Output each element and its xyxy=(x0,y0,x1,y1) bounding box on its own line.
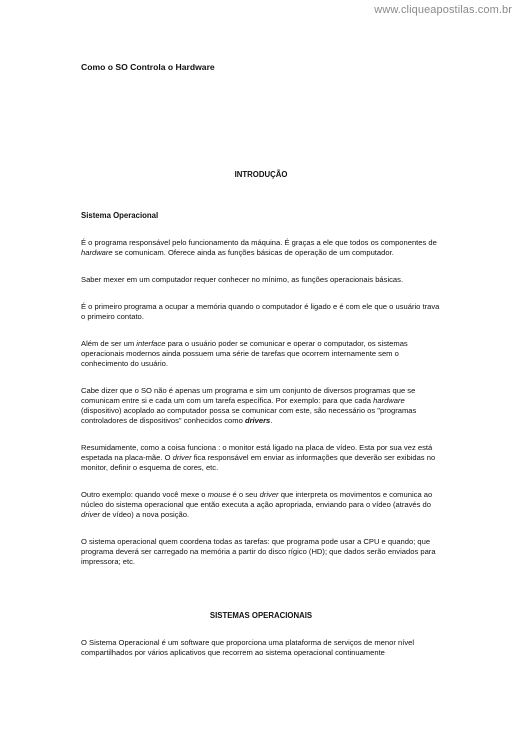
paragraph-6: Resumidamente, como a coisa funciona : o monitor está ligado na placa de vídeo. Esta por sua vez está espetada na placa-mãe. O driver fica responsável em enviar as informações que deverão ser exibidas no monitor, definir o esquema de cores, etc. xyxy=(81,443,436,472)
paragraph-7: Outro exemplo: quando você mexe o mouse é o seu driver que interpreta os movimentos e comunica ao núcleo do sistema operacional que então executa a ação apropriada, enviando para o vídeo (através do driver de vídeo) a nova posição. xyxy=(81,490,433,519)
paragraph-4: Além de ser um interface para o usuário poder se comunicar e operar o computador, os sistemas operacionais modernos ainda possuem uma série de tarefas que ocorrem internamente sem o conhecimento do usuário. xyxy=(81,339,408,368)
paragraph-1: É o programa responsável pelo funcionamento da máquina. É graças a ele que todos os componentes de hardware se comunicam. Oferece ainda as funções básicas de operação de um computador. xyxy=(81,238,437,257)
paragraph-5: Cabe dizer que o SO não é apenas um programa e sim um conjunto de diversos programas que se comunicam entre si e cada um com um tarefa específica. Por exemplo: para que cada hardware (dispositivo) acoplado ao computador possa se comunicar com este, são necessário os "programas controladores de dispositivos" conhecidos como drivers. xyxy=(81,386,417,425)
document-title: Como o SO Controla o Hardware xyxy=(81,62,215,72)
paragraph-3: É o primeiro programa a ocupar a memória quando o computador é ligado e é com ele que o usuário trava o primeiro contato. xyxy=(81,302,440,321)
document-page xyxy=(81,62,441,658)
paragraph-2: Saber mexer em um computador requer conhecer no mínimo, as funções operacionais básicas. xyxy=(81,275,404,284)
section-heading-sistema-operacional: Sistema Operacional xyxy=(81,211,159,220)
section-heading-sistemas-operacionais: SISTEMAS OPERACIONAIS xyxy=(209,611,313,620)
paragraph-9: O Sistema Operacional é um software que proporciona uma plataforma de serviços de menor nível compartilhados por vários aplicativos que recorrem ao sistema operacional continuamente xyxy=(81,638,415,657)
paragraph-8: O sistema operacional quem coordena todas as tarefas: que programa pode usar a CPU e quando; que programa deverá ser carregado na memória a partir do disco rígico (HD); que dados serão enviados para impressora; etc. xyxy=(81,537,436,566)
intro-heading: INTRODUÇÃO xyxy=(234,170,288,179)
watermark-url: www.cliqueapostilas.com.br xyxy=(374,4,512,16)
